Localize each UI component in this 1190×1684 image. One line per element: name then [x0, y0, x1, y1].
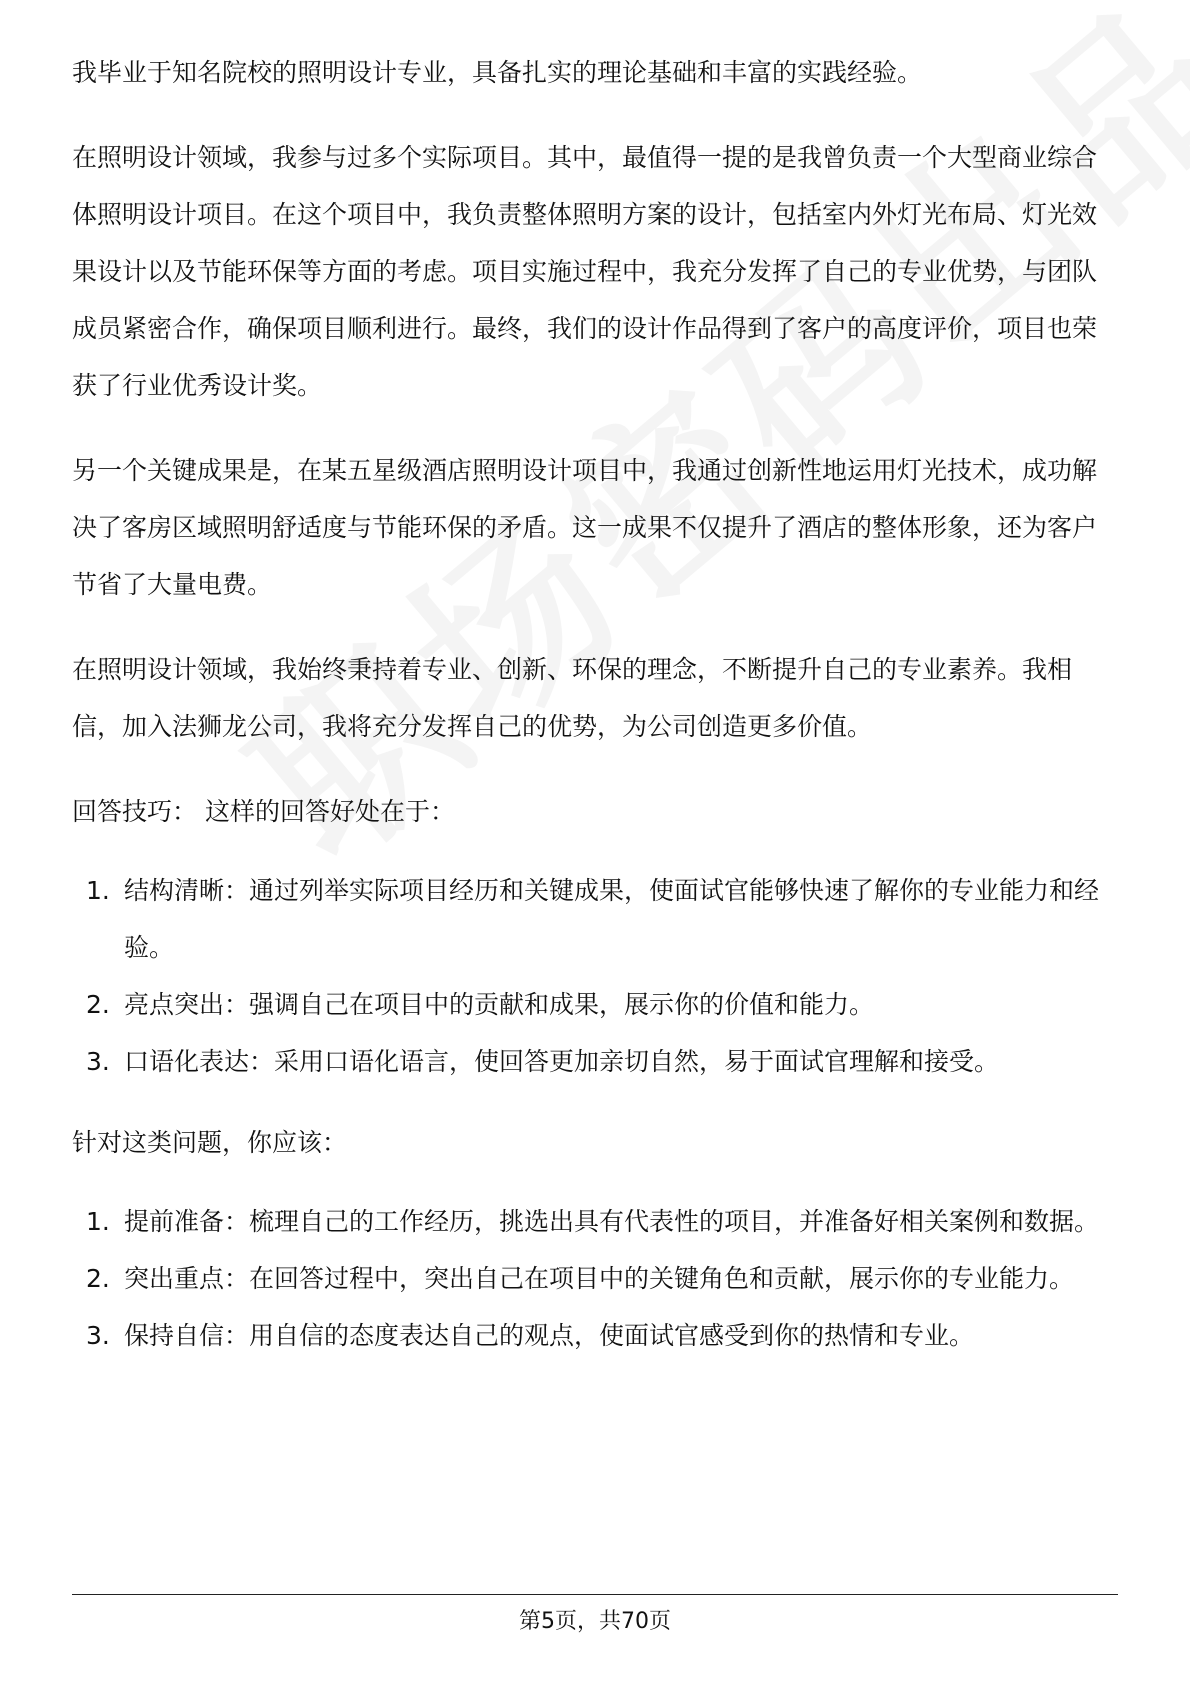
list-item-text: 提前准备：梳理自己的工作经历，挑选出具有代表性的项目，并准备好相关案例和数据。	[124, 1207, 1100, 1236]
list-number: 3.	[86, 1321, 110, 1350]
paragraph-key-achievement: 另一个关键成果是，在某五星级酒店照明设计项目中，我通过创新性地运用灯光技术，成功解决了客房区域照明舒适度与节能环保的矛盾。这一成果不仅提升了酒店的整体形象，还为客户节省了大量电费。	[72, 456, 1098, 599]
list-item-text: 口语化表达：采用口语化语言，使回答更加亲切自然，易于面试官理解和接受。	[124, 1047, 1000, 1076]
list-number: 3.	[86, 1047, 110, 1076]
list-item-text: 保持自信：用自信的态度表达自己的观点，使面试官感受到你的热情和专业。	[124, 1321, 975, 1350]
list-item	[72, 1250, 1118, 1307]
document-body	[72, 44, 1118, 1388]
list-item-text: 结构清晰：通过列举实际项目经历和关键成果，使面试官能够快速了解你的专业能力和经验。	[124, 876, 1100, 962]
list-item	[72, 976, 1118, 1033]
list-item	[72, 862, 1118, 976]
tips-heading: 回答技巧： 这样的回答好处在于：	[72, 797, 455, 826]
advice-list	[72, 1193, 1118, 1364]
paragraph-conclusion: 在照明设计领域，我始终秉持着专业、创新、环保的理念，不断提升自己的专业素养。我相信，加入法狮龙公司，我将充分发挥自己的优势，为公司创造更多价值。	[72, 655, 1073, 741]
footer-divider	[72, 1594, 1118, 1595]
list-item	[72, 1193, 1118, 1250]
list-number: 2.	[86, 990, 110, 1019]
paragraph-education: 我毕业于知名院校的照明设计专业，具备扎实的理论基础和丰富的实践经验。	[72, 58, 923, 87]
paragraph-project-experience: 在照明设计领域，我参与过多个实际项目。其中，最值得一提的是我曾负责一个大型商业综合体照明设计项目。在这个项目中，我负责整体照明方案的设计，包括室内外灯光布局、灯光效果设计以及节能环保等方面的考虑。项目实施过程中，我充分发挥了自己的专业优势，与团队成员紧密合作，确保项目顺利进行。最终，我们的设计作品得到了客户的高度评价，项目也荣获了行业优秀设计奖。	[72, 143, 1098, 400]
list-item	[72, 1307, 1118, 1364]
advice-heading: 针对这类问题，你应该：	[72, 1128, 348, 1157]
list-number: 1.	[86, 876, 110, 905]
list-item-text: 突出重点：在回答过程中，突出自己在项目中的关键角色和贡献，展示你的专业能力。	[124, 1264, 1075, 1293]
list-number: 1.	[86, 1207, 110, 1236]
page-number: 第5页，共70页	[519, 1609, 671, 1634]
list-item-text: 亮点突出：强调自己在项目中的贡献和成果，展示你的价值和能力。	[124, 990, 875, 1019]
list-item	[72, 1033, 1118, 1090]
list-number: 2.	[86, 1264, 110, 1293]
tips-list	[72, 862, 1118, 1090]
